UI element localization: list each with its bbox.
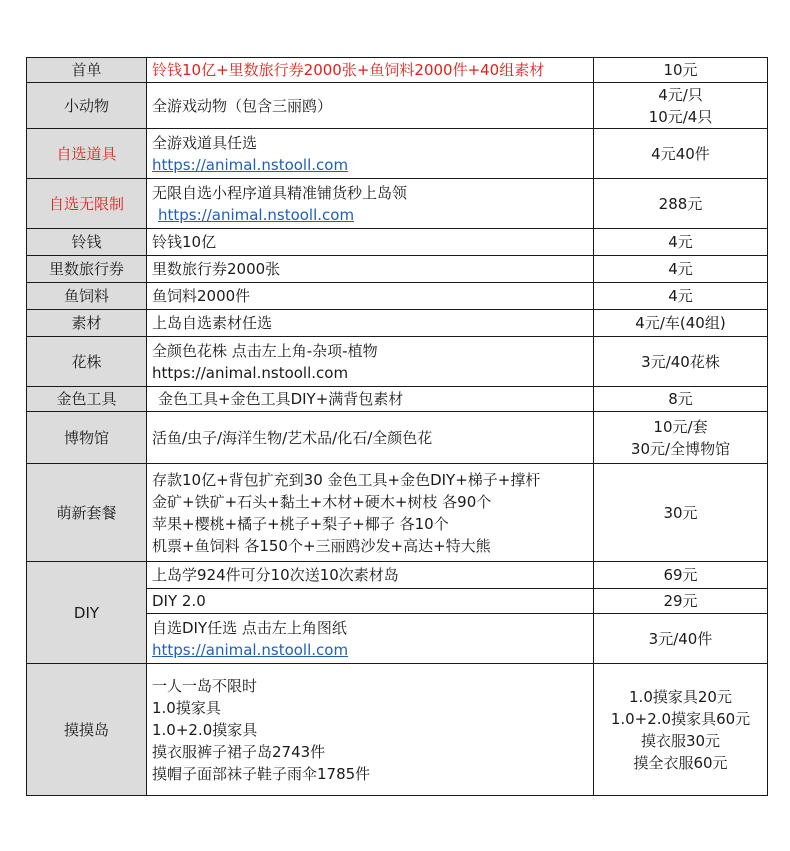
price-cell: 3元/40件 (594, 614, 768, 664)
description-cell: 全颜色花株 点击左上角-杂项-植物 https://animal.nstooll.com (147, 337, 594, 387)
description-cell: 自选DIY任选 点击左上角图纸 https://animal.nstooll.com (147, 614, 594, 664)
table-row (27, 58, 768, 83)
category-cell: 里数旅行券 (27, 256, 147, 283)
category-cell: 花株 (27, 337, 147, 387)
price-cell: 4元/车(40组) (594, 310, 768, 337)
description-cell: 铃钱10亿+里数旅行券2000张+鱼饲料2000件+40组素材 (147, 58, 594, 83)
description-cell: DIY 2.0 (147, 589, 594, 614)
description-cell: 活鱼/虫子/海洋生物/艺术品/化石/全颜色花 (147, 412, 594, 464)
table-row (27, 464, 768, 562)
table-row (27, 179, 768, 229)
description-cell: 全游戏道具任选 https://animal.nstooll.com (147, 129, 594, 179)
link[interactable]: https://animal.nstooll.com (152, 640, 349, 659)
description-cell: 上岛自选素材任选 (147, 310, 594, 337)
table-row (27, 283, 768, 310)
table-row (27, 387, 768, 412)
table-row (27, 129, 768, 179)
category-cell: 铃钱 (27, 229, 147, 256)
category-cell: 首单 (27, 58, 147, 83)
table-row (27, 337, 768, 387)
category-cell: DIY (27, 562, 147, 664)
description-cell: 铃钱10亿 (147, 229, 594, 256)
description-cell: 存款10亿+背包扩充到30 金色工具+金色DIY+梯子+撑杆 金矿+铁矿+石头+黏土+木材+硬木+树枝 各90个 苹果+樱桃+橘子+桃子+梨子+椰子 各10个 机票+鱼饲料 各150个+三丽鸥沙发+高达+特大熊 (147, 464, 594, 562)
category-cell: 博物馆 (27, 412, 147, 464)
price-cell: 30元 (594, 464, 768, 562)
price-cell: 4元 (594, 283, 768, 310)
table-row (27, 664, 768, 796)
description-cell: 金色工具+金色工具DIY+满背包素材 (147, 387, 594, 412)
price-cell: 1.0摸家具20元 1.0+2.0摸家具60元 摸衣服30元 摸全衣服60元 (594, 664, 768, 796)
category-cell: 鱼饲料 (27, 283, 147, 310)
table-row (27, 83, 768, 129)
category-cell: 素材 (27, 310, 147, 337)
price-cell: 8元 (594, 387, 768, 412)
description-cell: 一人一岛不限时 1.0摸家具 1.0+2.0摸家具 摸衣服裤子裙子岛2743件 摸帽子面部袜子鞋子雨伞1785件 (147, 664, 594, 796)
link[interactable]: https://animal.nstooll.com (158, 205, 355, 224)
price-cell: 10元 (594, 58, 768, 83)
category-cell: 自选道具 (27, 129, 147, 179)
category-cell: 萌新套餐 (27, 464, 147, 562)
category-cell: 摸摸岛 (27, 664, 147, 796)
price-cell: 10元/套 30元/全博物馆 (594, 412, 768, 464)
price-cell: 4元40件 (594, 129, 768, 179)
table-row (27, 412, 768, 464)
table-row (27, 310, 768, 337)
description-cell: 鱼饲料2000件 (147, 283, 594, 310)
table-row (27, 562, 768, 589)
price-cell: 29元 (594, 589, 768, 614)
description-cell: 上岛学924件可分10次送10次素材岛 (147, 562, 594, 589)
description-cell: 全游戏动物（包含三丽鸥） (147, 83, 594, 129)
price-cell: 4元 (594, 229, 768, 256)
link[interactable]: https://animal.nstooll.com (152, 155, 349, 174)
table-row (27, 256, 768, 283)
category-cell: 自选无限制 (27, 179, 147, 229)
table-row (27, 229, 768, 256)
description-cell: 无限自选小程序道具精准铺货秒上岛领 https://animal.nstooll.com (147, 179, 594, 229)
price-cell: 4元 (594, 256, 768, 283)
description-cell: 里数旅行券2000张 (147, 256, 594, 283)
price-cell: 4元/只 10元/4只 (594, 83, 768, 129)
price-cell: 288元 (594, 179, 768, 229)
price-cell: 3元/40花株 (594, 337, 768, 387)
price-cell: 69元 (594, 562, 768, 589)
category-cell: 金色工具 (27, 387, 147, 412)
category-cell: 小动物 (27, 83, 147, 129)
price-table (26, 57, 768, 796)
